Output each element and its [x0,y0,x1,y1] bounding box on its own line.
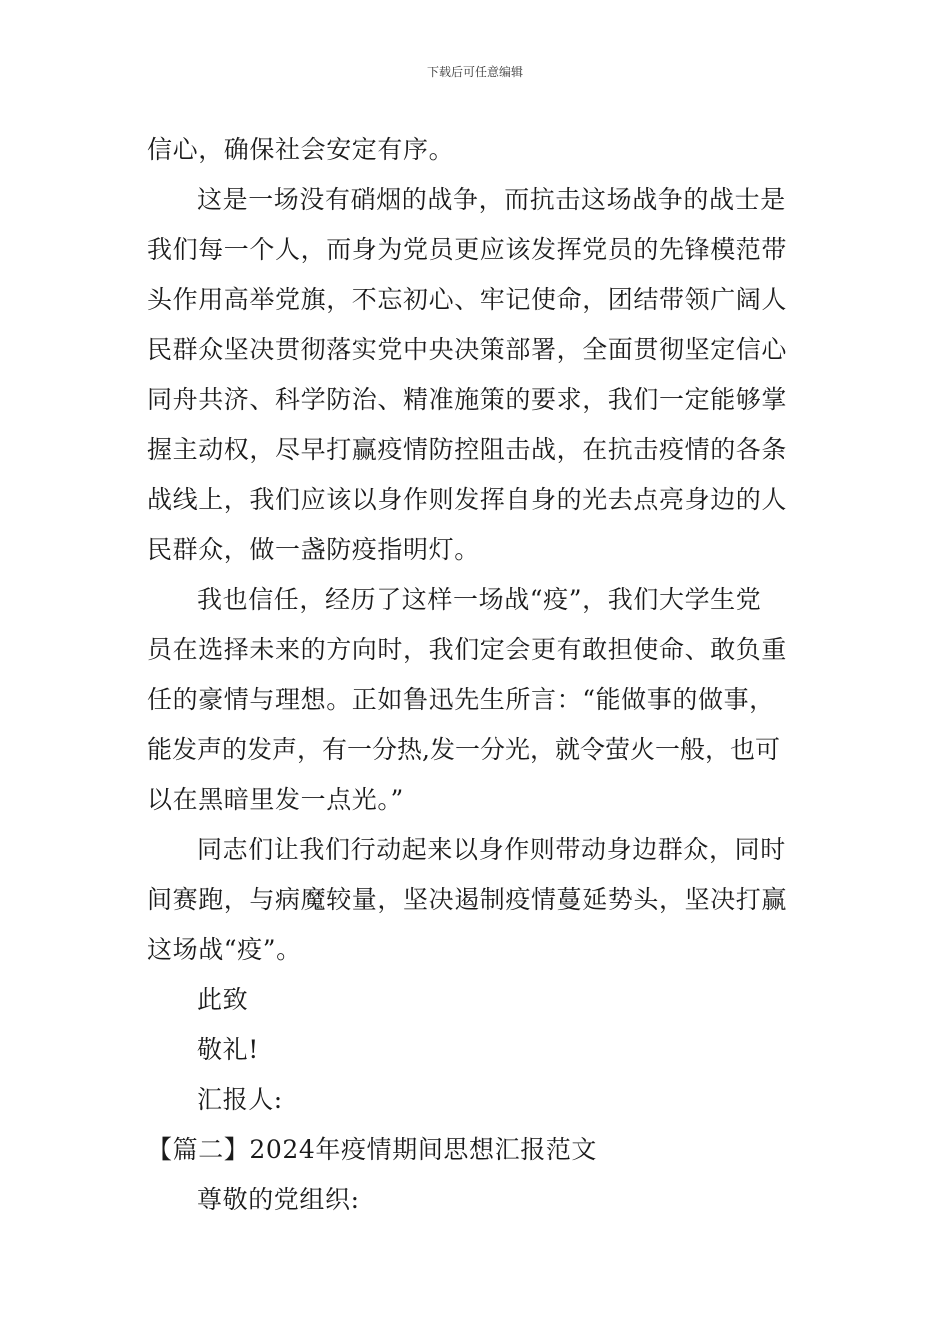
greeting: 尊敬的党组织: [197,1185,360,1214]
text-line: 以在黑暗里发一点光。” [147,785,404,814]
page-header: 下载后可任意编辑 [426,65,523,79]
closing-salute: 敬礼! [197,1035,259,1064]
text-line: 我们每一个人，而身为党员更应该发挥党员的先锋模范带 [147,235,788,264]
reporter-signature: 汇报人: [197,1085,283,1114]
text-line: 能发声的发声，有一分热,发一分光，就令萤火一般，也可 [147,735,780,764]
text-line: 信心，确保社会安定有序。 [147,135,455,164]
paragraph-start: 我也信任，经历了这样一场战“疫”，我们大学生党 [197,585,762,614]
text-line: 握主动权，尽早打赢疫情防控阻击战，在抗击疫情的各条 [147,435,788,464]
text-line: 间赛跑，与病魔较量，坚决遏制疫情蔓延势头，坚决打赢 [147,885,788,914]
text-line: 民群众坚决贯彻落实党中央决策部署，全面贯彻坚定信心 [147,335,788,364]
paragraph-start: 同志们让我们行动起来以身作则带动身边群众，同时 [197,835,786,864]
section-heading: 【篇二】2024年疫情期间思想汇报范文 [147,1135,598,1164]
text-line: 同舟共济、科学防治、精准施策的要求，我们一定能够掌 [147,385,788,414]
text-line: 员在选择未来的方向时，我们定会更有敢担使命、敢负重 [147,635,788,664]
text-line: 民群众，做一盏防疫指明灯。 [147,535,480,564]
closing-salutation: 此致 [197,985,249,1014]
text-line: 任的豪情与理想。正如鲁迅先生所言：“能做事的做事， [147,685,775,714]
paragraph-start: 这是一场没有硝烟的战争，而抗击这场战争的战士是 [197,185,786,214]
text-line: 战线上，我们应该以身作则发挥自身的光去点亮身边的人 [147,485,788,514]
document-body [147,125,807,1225]
text-line: 这场战“疫”。 [147,935,302,964]
text-line: 头作用高举党旗，不忘初心、牢记使命，团结带领广阔人 [147,285,788,314]
